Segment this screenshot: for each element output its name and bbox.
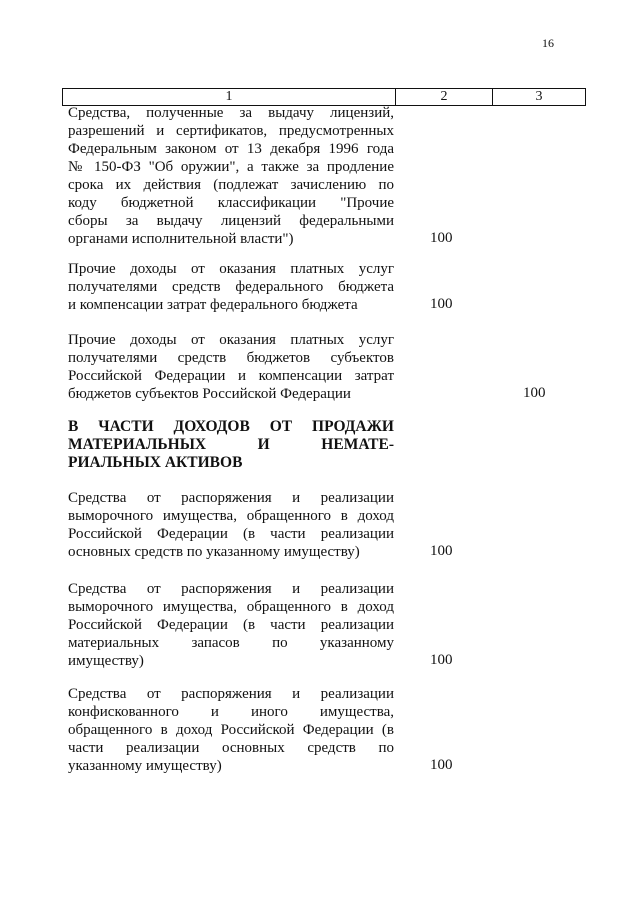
table-row-description [68, 104, 394, 248]
value-col-2: 100 [430, 543, 453, 559]
text-line: Российской Федерации и компенсации затрат [68, 368, 394, 384]
value-col-2: 100 [430, 757, 453, 773]
text-line: материальных запасов по указанному [68, 635, 394, 651]
text-line: и компенсации затрат федерального бюджета [68, 297, 358, 313]
text-line: обращенного в доход Российской Федерации (в [68, 722, 394, 738]
text-line: В ЧАСТИ ДОХОДОВ ОТ ПРОДАЖИ [68, 418, 394, 435]
section-heading [68, 418, 394, 472]
text-line: МАТЕРИАЛЬНЫХ И НЕМАТЕ- [68, 436, 394, 453]
header-col-2: 2 [396, 89, 493, 105]
text-line: Средства от распоряжения и реализации [68, 686, 394, 702]
text-line: конфискованного и иного имущества, [68, 704, 394, 720]
value-col-2: 100 [430, 652, 453, 668]
text-line: выморочного имущества, обращенного в доход [68, 508, 394, 524]
text-line: Прочие доходы от оказания платных услуг [68, 261, 394, 277]
text-line: органами исполнительной власти") [68, 231, 294, 247]
value-col-2: 100 [430, 296, 453, 312]
text-line: срока их действия (подлежат зачислению по [68, 177, 394, 193]
text-line: разрешений и сертификатов, предусмотренных [68, 123, 394, 139]
text-line: указанному имуществу) [68, 758, 222, 774]
text-line: коду бюджетной классификации "Прочие [68, 195, 394, 211]
table-row-description [68, 580, 394, 670]
header-col-1: 1 [63, 89, 396, 105]
text-line: бюджетов субъектов Российской Федерации [68, 386, 351, 402]
table-row-description [68, 685, 394, 775]
table-row-description [68, 489, 394, 561]
page-number: 16 [542, 36, 554, 50]
value-col-2: 100 [430, 230, 453, 246]
text-line: получателями средств федерального бюджета [68, 279, 394, 295]
text-line: Российской Федерации (в части реализации [68, 617, 394, 633]
text-line: выморочного имущества, обращенного в доход [68, 599, 394, 615]
text-line: РИАЛЬНЫХ АКТИВОВ [68, 454, 243, 471]
text-line: имуществу) [68, 653, 144, 669]
text-line: Прочие доходы от оказания платных услуг [68, 332, 394, 348]
text-line: Средства от распоряжения и реализации [68, 490, 394, 506]
text-line: части реализации основных средств по [68, 740, 394, 756]
text-line: Средства от распоряжения и реализации [68, 581, 394, 597]
text-line: № 150-ФЗ "Об оружии", а также за продление [68, 159, 394, 175]
text-line: основных средств по указанному имуществу) [68, 544, 360, 560]
text-line: получателями средств бюджетов субъектов [68, 350, 394, 366]
text-line: сборы за выдачу лицензий федеральными [68, 213, 394, 229]
text-line: Средства, полученные за выдачу лицензий, [68, 105, 394, 121]
header-col-3: 3 [535, 89, 543, 104]
text-line: Федеральным законом от 13 декабря 1996 года [68, 141, 394, 157]
value-col-3: 100 [523, 385, 546, 401]
table-row-description [68, 260, 394, 314]
text-line: Российской Федерации (в части реализации [68, 526, 394, 542]
table-row-description [68, 331, 394, 403]
